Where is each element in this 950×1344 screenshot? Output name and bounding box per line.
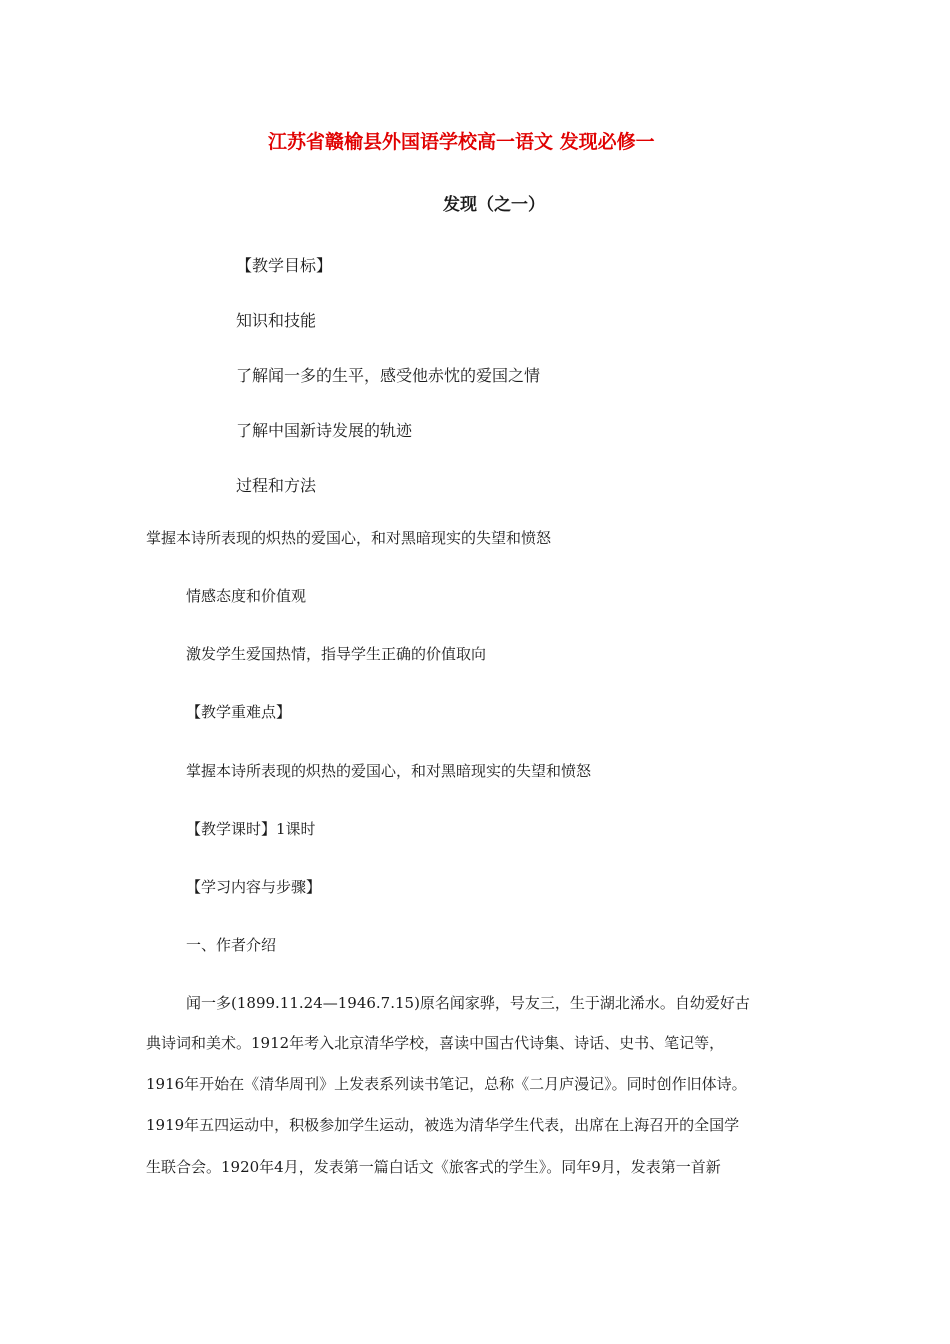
section-heading-objectives: 【教学目标】 [236,256,333,275]
paragraph-line: 1916年开始在《清华周刊》上发表系列读书笔记，总称《二月庐漫记》。同时创作旧体诗。 [146,1075,747,1093]
document-subtitle: 发现（之一） [443,195,545,215]
section-heading-class-hours: 【教学课时】1课时 [186,820,316,838]
key-point-line: 掌握本诗所表现的炽热的爱国心，和对黑暗现实的失望和愤怒 [186,762,592,780]
objective-line: 了解中国新诗发展的轨迹 [236,421,413,440]
subheading-knowledge-skills: 知识和技能 [236,311,317,330]
section-heading-content-steps: 【学习内容与步骤】 [186,878,322,896]
paragraph-line: 典诗词和美术。1912年考入北京清华学校，喜读中国古代诗集、诗话、史书、笔记等， [146,1034,725,1052]
section-heading-key-points: 【教学重难点】 [186,703,292,721]
objective-line: 激发学生爱国热情，指导学生正确的价值取向 [186,645,487,663]
paragraph-line: 1919年五四运动中，积极参加学生运动，被选为清华学生代表，出席在上海召开的全国学 [146,1116,740,1134]
subheading-process-methods: 过程和方法 [236,476,317,495]
document-title: 江苏省赣榆县外国语学校高一语文 发现必修一 [268,131,655,153]
objective-line: 了解闻一多的生平，感受他赤忱的爱国之情 [236,366,541,385]
paragraph-line: 闻一多(1899.11.24—1946.7.15)原名闻家骅，号友三，生于湖北浠水。自幼爱好古 [186,994,750,1012]
objective-line: 掌握本诗所表现的炽热的爱国心，和对黑暗现实的失望和愤怒 [146,529,552,547]
subheading-emotion-values: 情感态度和价值观 [186,587,307,605]
paragraph-line: 生联合会。1920年4月，发表第一篇白话文《旅客式的学生》。同年9月，发表第一首新 [146,1158,721,1176]
section-heading-author-intro: 一、作者介绍 [186,936,277,954]
